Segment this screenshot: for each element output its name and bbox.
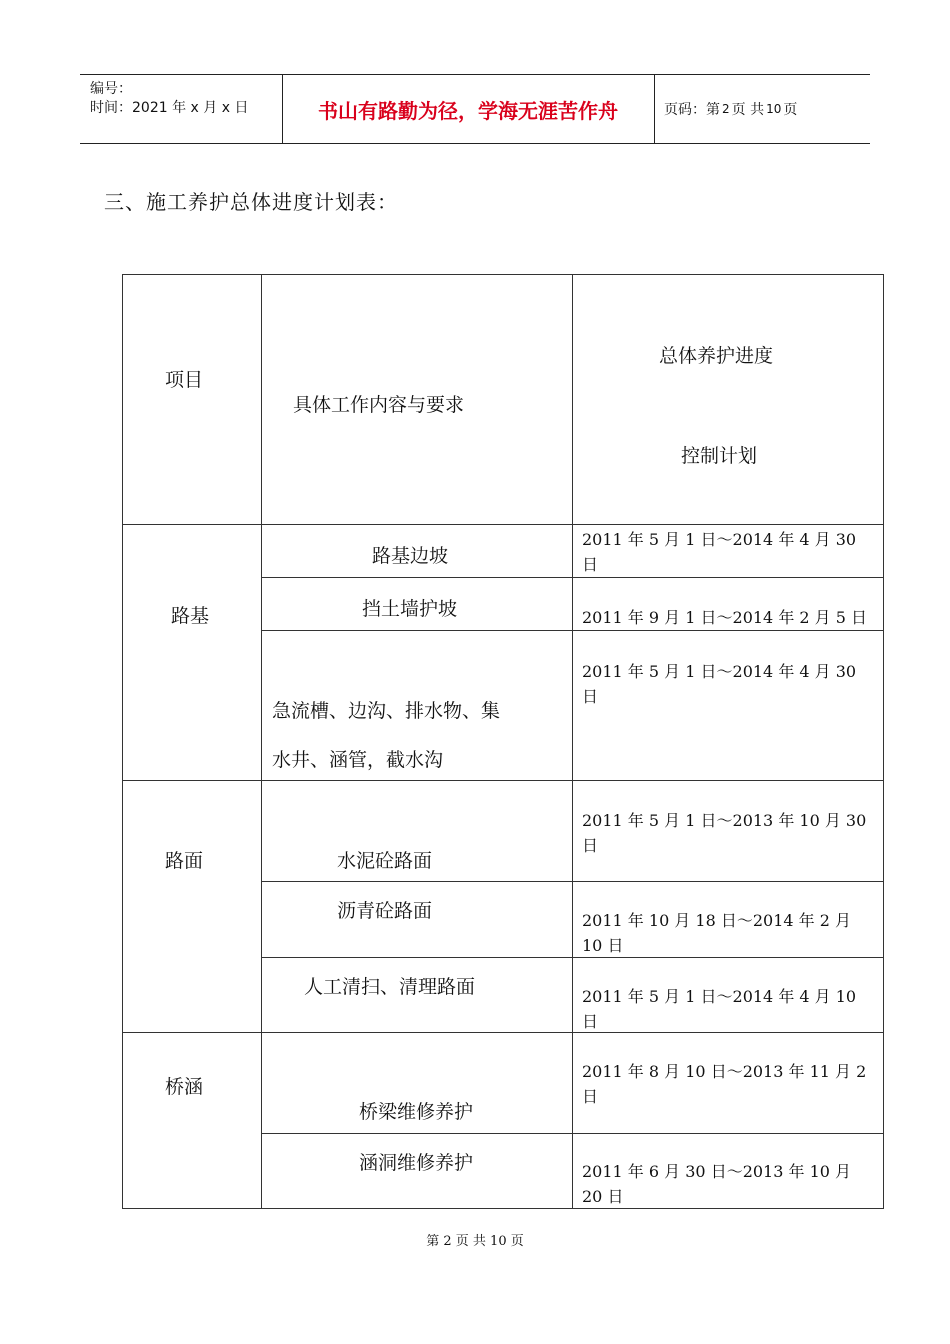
number-label: 编号： <box>90 81 132 97</box>
page-suffix: 页 <box>783 102 798 118</box>
row-plan: 2011 年 6 月 30 日～2013 年 10 月 20 日 <box>582 1162 852 1206</box>
row-divider <box>261 1133 884 1134</box>
row-content: 路基边坡 <box>372 545 449 567</box>
page-prefix: 页码：第 <box>664 102 720 118</box>
row-content-line1: 急流槽、边沟、排水物、集 <box>272 700 501 722</box>
header-divider <box>654 75 655 143</box>
page-current: 2 <box>722 102 730 116</box>
time-label: 时间：2021 年 x 月 x 日 <box>90 100 249 116</box>
row-plan: 2011 年 9 月 1 日～2014 年 2 月 5 日 <box>582 608 868 627</box>
column-divider <box>261 275 262 1209</box>
row-plan: 2011 年 8 月 10 日～2013 年 11 月 2 日 <box>582 1062 867 1106</box>
page-mid: 页 共 <box>731 102 765 118</box>
row-plan: 2011 年 5 月 1 日～2014 年 4 月 30 日 <box>582 662 857 706</box>
row-content: 人工清扫、清理路面 <box>304 976 476 998</box>
group-divider <box>123 780 884 781</box>
header-plan-line1: 总体养护进度 <box>659 345 774 367</box>
group-item-label: 桥涵 <box>165 1076 204 1098</box>
schedule-table <box>122 274 884 1209</box>
row-content: 水泥砼路面 <box>337 850 433 872</box>
row-content: 桥梁维修养护 <box>359 1101 474 1123</box>
row-plan: 2011 年 5 月 1 日～2014 年 4 月 30 日 <box>582 530 857 574</box>
group-divider <box>123 524 884 525</box>
group-item-label: 路面 <box>165 850 204 872</box>
header-item: 项目 <box>165 369 204 391</box>
header-plan-line2: 控制计划 <box>681 445 758 467</box>
row-content: 挡土墙护坡 <box>362 598 458 620</box>
row-content: 涵洞维修养护 <box>359 1152 474 1174</box>
header-motto: 书山有路勤为径，学海无涯苦作舟 <box>318 98 618 123</box>
row-plan: 2011 年 5 月 1 日～2014 年 4 月 10 日 <box>582 987 857 1031</box>
row-plan: 2011 年 10 月 18 日～2014 年 2 月 10 日 <box>582 911 852 955</box>
row-content-line2: 水井、涵管，截水沟 <box>272 749 444 771</box>
header-meta <box>90 80 248 118</box>
column-divider <box>572 275 573 1209</box>
section-title: 三、施工养护总体进度计划表： <box>104 190 398 214</box>
header-content: 具体工作内容与要求 <box>293 394 465 416</box>
row-content: 沥青砼路面 <box>337 900 433 922</box>
group-item-label: 路基 <box>171 605 210 627</box>
document-header <box>80 74 870 144</box>
page-footer: 第 2 页 共 10 页 <box>426 1234 524 1249</box>
row-divider <box>261 881 884 882</box>
header-page-number <box>664 75 797 143</box>
row-divider <box>261 577 884 578</box>
row-plan: 2011 年 5 月 1 日～2013 年 10 月 30 日 <box>582 811 867 855</box>
row-divider <box>261 630 884 631</box>
page-total: 10 <box>766 102 782 116</box>
